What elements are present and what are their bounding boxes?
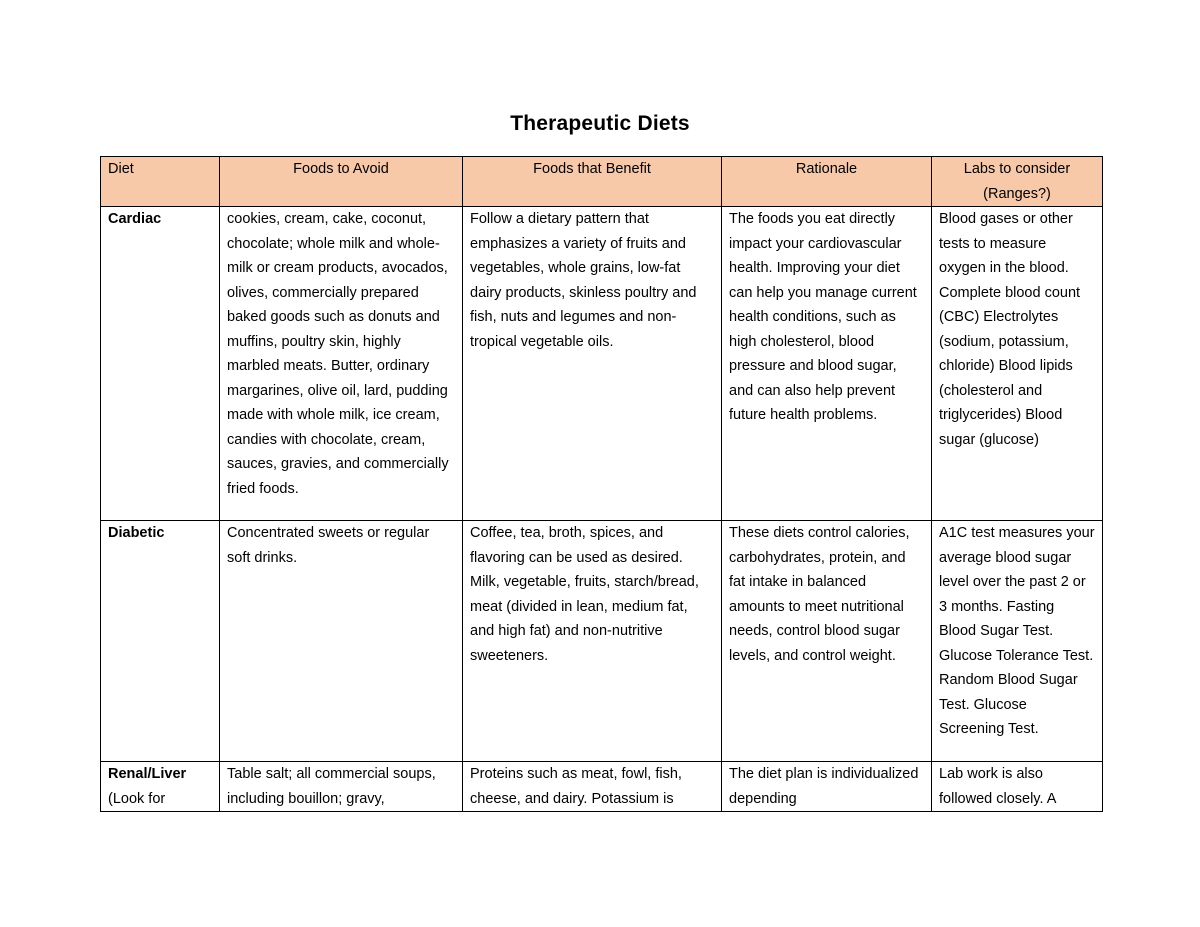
avoid-cell: cookies, cream, cake, coconut, chocolate; whole milk and whole-milk or cream products, avocados, olives, commercially prepared baked goods such as donuts and muffins, poultry skin, highly marbled meats. Butter, ordinary margarines, olive oil, lard, pudding made with whole milk, ice cream, candies with chocolate, cream, sauces, gravies, and commercially fried foods. bbox=[220, 207, 463, 521]
benefit-cell: Follow a dietary pattern that emphasizes a variety of fruits and vegetables, whole grains, low-fat dairy products, skinless poultry and fish, nuts and legumes and non-tropical vegetable oils. bbox=[463, 207, 722, 521]
benefit-cell: Coffee, tea, broth, spices, and flavoring can be used as desired. Milk, vegetable, fruits, starch/bread, meat (divided in lean, medium fat, and high fat) and non-nutritive sweeteners. bbox=[463, 521, 722, 762]
rationale-cell: These diets control calories, carbohydrates, protein, and fat intake in balanced amounts to meet nutritional needs, control blood sugar levels, and control weight. bbox=[722, 521, 932, 762]
rationale-cell: The foods you eat directly impact your cardiovascular health. Improving your diet can help you manage current health conditions, such as high cholesterol, blood pressure and blood sugar, and can also help prevent future health problems. bbox=[722, 207, 932, 521]
benefit-cell: Proteins such as meat, fowl, fish, cheese, and dairy. Potassium is bbox=[463, 762, 722, 812]
labs-cell: Blood gases or other tests to measure oxygen in the blood. Complete blood count (CBC) Electrolytes (sodium, potassium, chloride) Blood lipids (cholesterol and triglycerides) Blood sugar (glucose) bbox=[932, 207, 1103, 521]
table-row-cardiac bbox=[101, 207, 1103, 521]
diet-cell: Cardiac bbox=[101, 207, 220, 521]
header-labs-to-consider bbox=[932, 157, 1103, 207]
labs-cell: A1C test measures your average blood sugar level over the past 2 or 3 months. Fasting Blood Sugar Test. Glucose Tolerance Test. Random Blood Sugar Test. Glucose Screening Test. bbox=[932, 521, 1103, 762]
page-title: Therapeutic Diets bbox=[510, 112, 690, 135]
diet-cell bbox=[101, 762, 220, 812]
header-labs-line2: (Ranges?) bbox=[983, 185, 1051, 202]
header-diet: Diet bbox=[101, 157, 220, 207]
labs-cell: Lab work is also followed closely. A bbox=[932, 762, 1103, 812]
table-header-row bbox=[101, 157, 1103, 207]
diet-name-renal: Renal/Liver bbox=[108, 766, 187, 782]
diet-subnote: (Look for bbox=[108, 790, 166, 807]
table-row-renal-liver bbox=[101, 762, 1103, 812]
header-foods-that-benefit: Foods that Benefit bbox=[463, 157, 722, 207]
diet-cell: Diabetic bbox=[101, 521, 220, 762]
avoid-cell: Concentrated sweets or regular soft drinks. bbox=[220, 521, 463, 762]
rationale-cell: The diet plan is individualized depending bbox=[722, 762, 932, 812]
table-row-diabetic bbox=[101, 521, 1103, 762]
header-rationale: Rationale bbox=[722, 157, 932, 207]
header-foods-to-avoid: Foods to Avoid bbox=[220, 157, 463, 207]
therapeutic-diets-table bbox=[100, 156, 1103, 812]
header-labs-line1: Labs to consider bbox=[963, 161, 1071, 177]
avoid-cell: Table salt; all commercial soups, including bouillon; gravy, bbox=[220, 762, 463, 812]
